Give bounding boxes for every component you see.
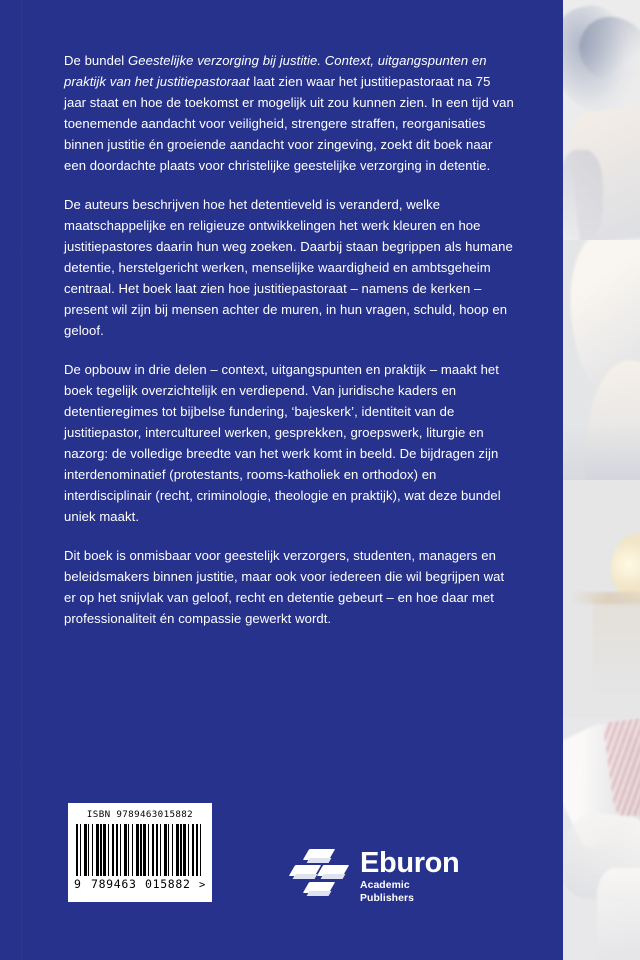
photo-panel-person-in-suit-with-tie — [563, 718, 640, 960]
barcode-digit-group-1: 789463 — [90, 877, 137, 891]
blurb-run: laat zien waar het justitiepastoraat na 75 jaar staat en hoe de toekomst er mogelijk uit zou kunnen zien. In een tijd van toenemende aandacht voor veiligheid, strengere straffen, reorganisaties binnen justitie én groeiende aandacht voor zingeving, zoekt dit boek naar een doordachte plaats voor christelijke geestelijke verzorging in detentie. — [64, 74, 514, 173]
isbn-label: ISBN 9789463015882 — [86, 809, 194, 820]
publisher-logo — [292, 846, 460, 906]
publisher-tagline: Academic Publishers — [360, 879, 414, 904]
publisher-wordmark — [360, 848, 459, 905]
photo-strip — [563, 0, 640, 960]
blurb-paragraph — [64, 194, 516, 341]
barcode-bars — [76, 824, 204, 876]
barcode-digit-group-2: 015882 — [144, 877, 191, 891]
photo-panel-barbed-wire-fence — [563, 0, 640, 240]
book-title-italic: Geestelijke verzorging bij justitie. Context, uitgangspunten en praktijk van het justitiepastoraat — [64, 53, 487, 89]
blurb-paragraph — [64, 545, 516, 629]
spine-fold — [21, 0, 23, 960]
photo-panel-lit-candle — [563, 480, 640, 718]
photo-panel-person-in-white — [563, 240, 640, 480]
blurb-run: De opbouw in drie delen – context, uitgangspunten en praktijk – maakt het boek tegelijk overzichtelijk en verdiepend. Van juridische kaders en detentieregimes tot bijbelse fundering, ‘bajeskerk’, identiteit van de justitiepastor, intercultureel werken, gesprekken, groepswerk, liturgie en nazorg: de volledige breedte van het werk komt in beeld. De bijdragen zijn interdenominatief (protestants, rooms-katholiek en orthodox) en interdisciplinair (recht, criminologie, theologie en praktijk), wat deze bundel uniek maakt. — [64, 362, 501, 524]
blurb-run: De bundel — [64, 53, 128, 68]
isbn-barcode — [68, 803, 212, 902]
blurb-paragraph — [64, 359, 516, 527]
publisher-name: Eburon — [360, 846, 460, 879]
blurb-text — [64, 50, 516, 629]
blurb-paragraph — [64, 50, 516, 176]
barcode-digits — [74, 878, 206, 892]
blurb-run: Dit boek is onmisbaar voor geestelijk verzorgers, studenten, managers en beleidsmakers binnen justitie, maar ook voor iedereen die wil begrijpen wat er op het snijvlak van geloof, recht en detentie gebeurt – en hoe daar met professionaliteit én compassie gewerkt wordt. — [64, 548, 505, 626]
barcode-digit-tail: > — [198, 879, 206, 891]
blurb-run: De auteurs beschrijven hoe het detentieveld is veranderd, welke maatschappelijke en religieuze ontwikkelingen het werk kleuren en hoe justitiepastores daarin hun weg zoeken. Daarbij staan begrippen als humane detentie, herstelgericht werken, menselijke waardigheid en ambtsgeheim centraal. Het boek laat zien hoe justitiepastoraat – namens de kerken – present wil zijn bij mensen achter de muren, in hun vragen, schuld, hoop en geloof. — [64, 197, 513, 338]
barcode-digit-lead: 9 — [74, 877, 82, 891]
stacked-books-icon — [292, 849, 350, 903]
